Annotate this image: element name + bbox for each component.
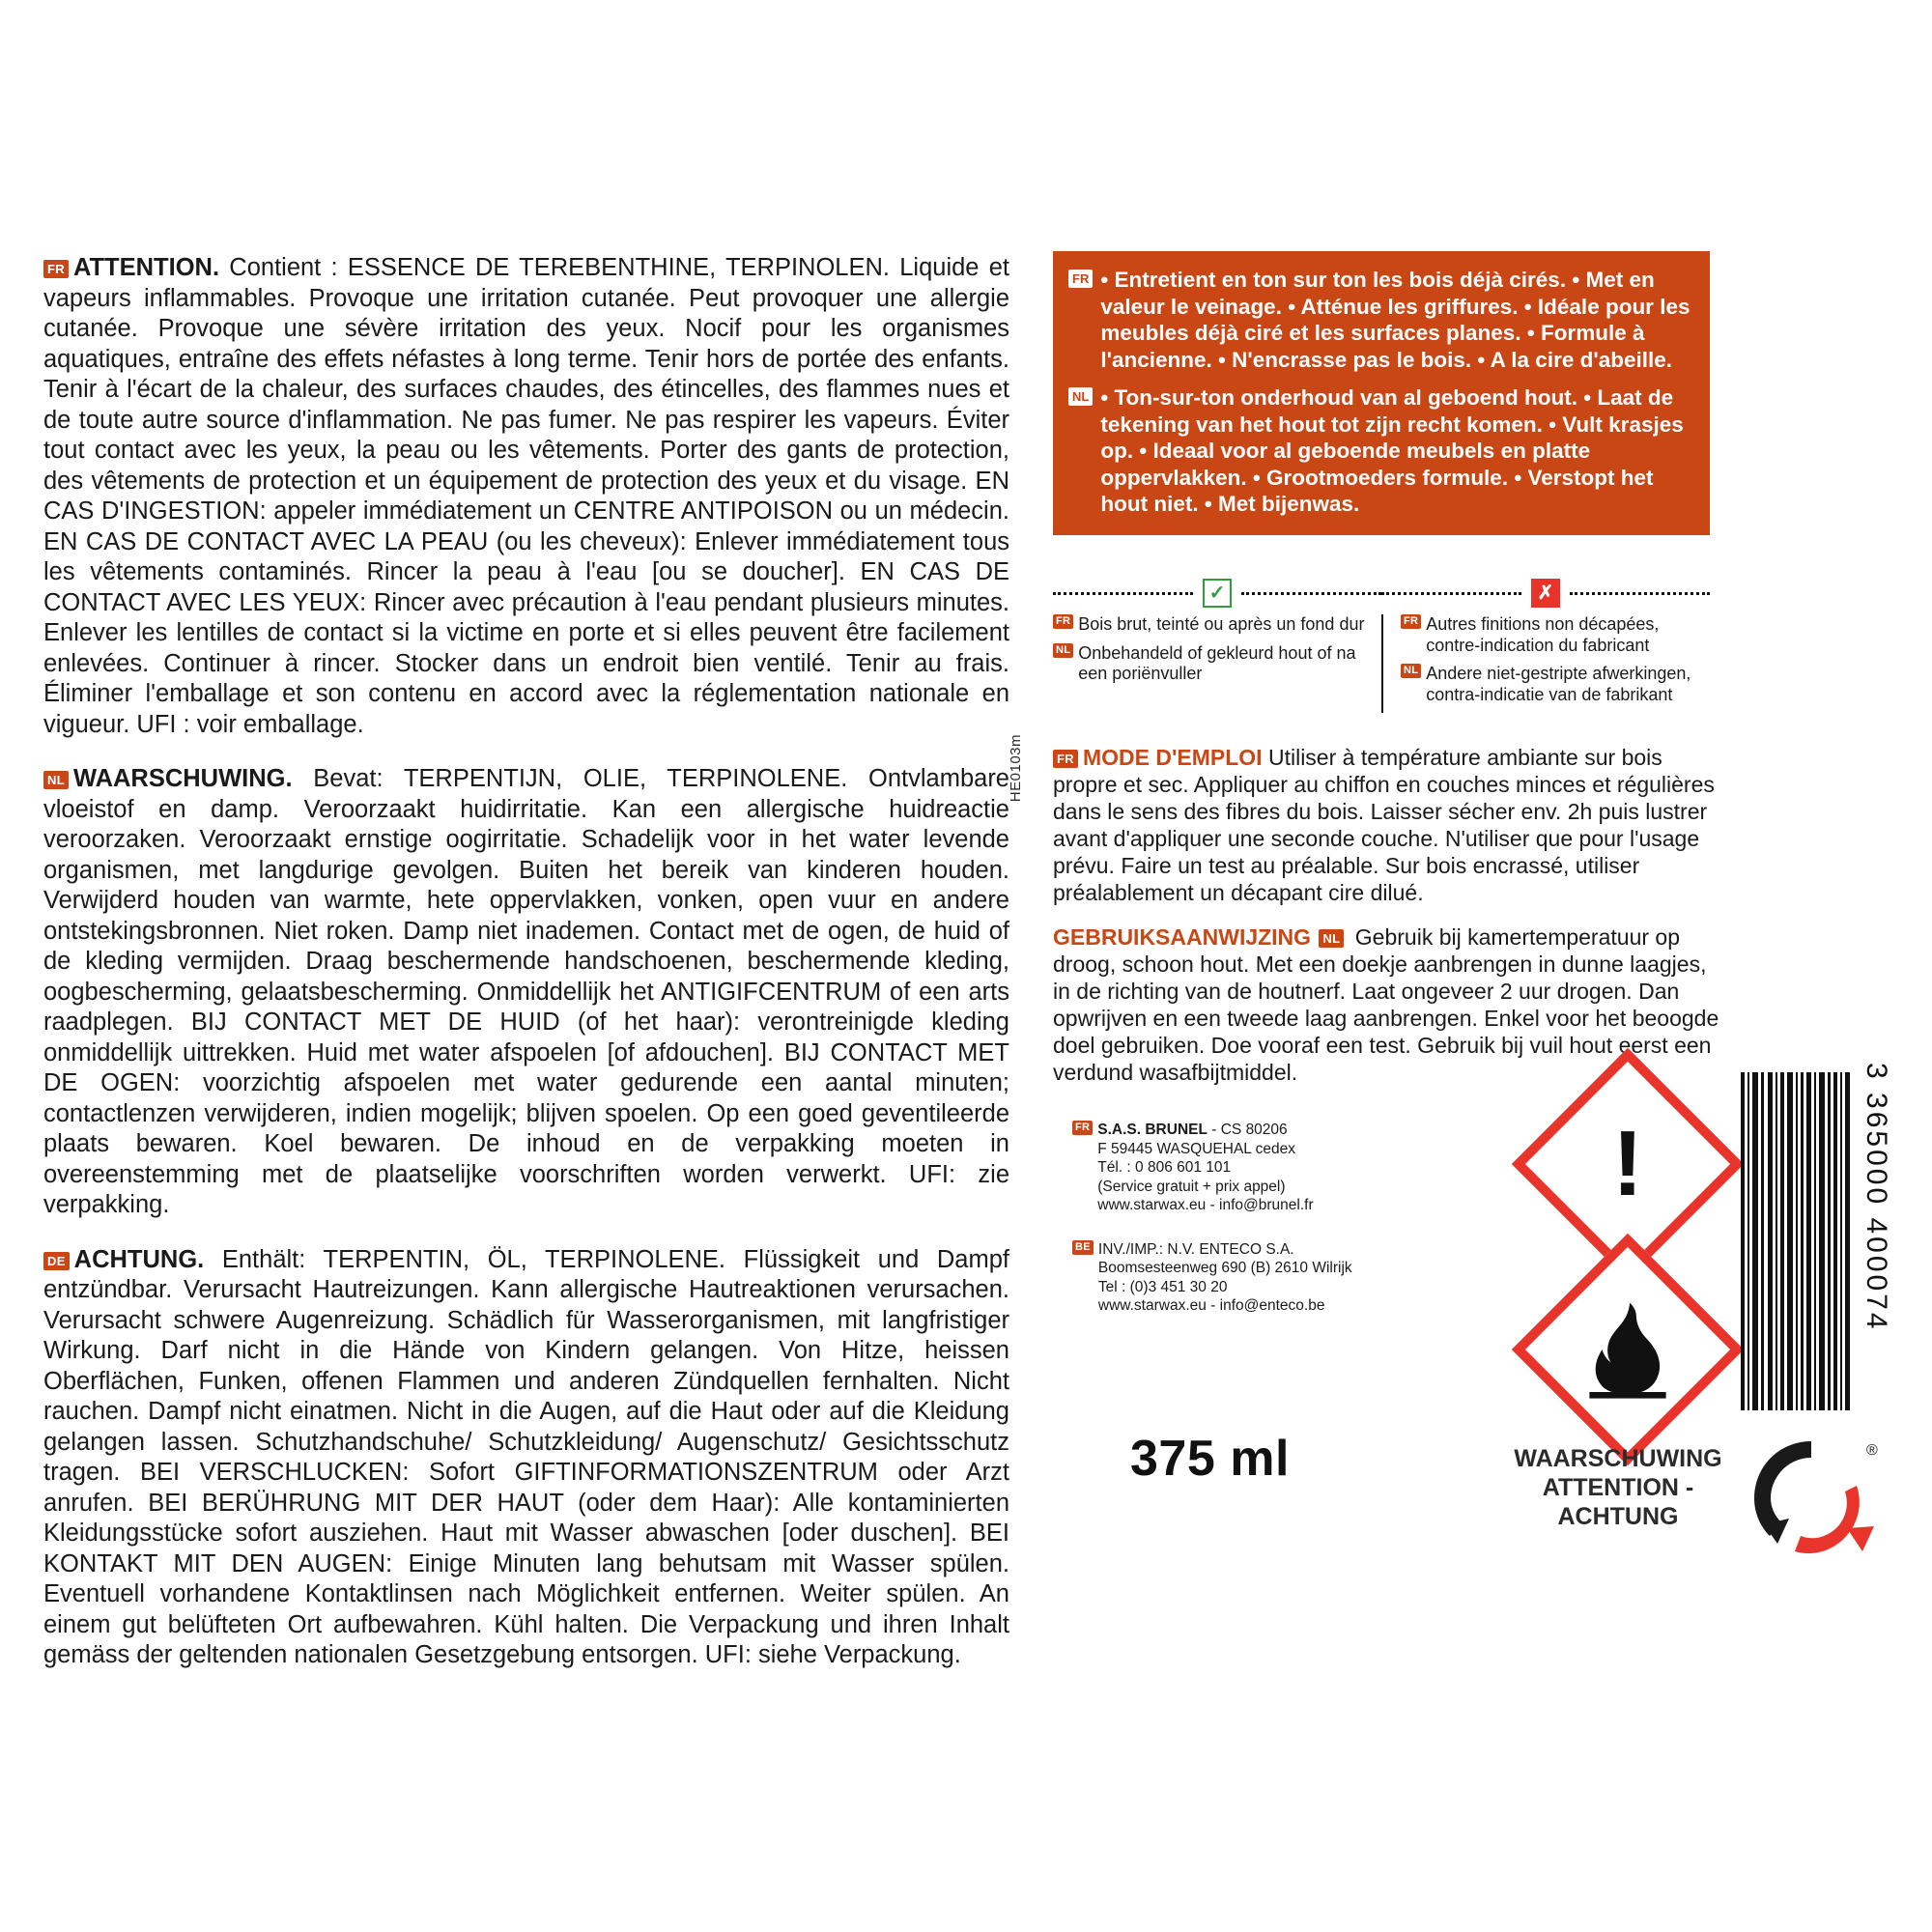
not-suitable-surfaces	[1381, 614, 1710, 713]
address-fr-line0: - CS 80206	[1207, 1122, 1288, 1138]
address-fr-line3: (Service gratuit + prix appel)	[1097, 1178, 1286, 1195]
address-be-line2: Tel : (0)3 451 30 20	[1097, 1278, 1228, 1295]
hazard-text-fr: Contient : ESSENCE DE TEREBENTHINE, TERPINOLEN. Liquide et vapeurs inflammables. Provoque une irritation cutanée. Peut provoquer une allergie cutanée. Provoque une sévère irritation des yeux. Nocif pour les organismes aquatiques, entraîne des effets néfastes à long terme. Tenir hors de portée des enfants. Tenir à l'écart de la chaleur, des surfaces chaudes, des étincelles, des flammes nues et de toute autre source d'inflammation. Ne pas fumer. Ne pas respirer les vapeurs. Éviter tout contact avec les yeux, la peau ou les vêtements. Porter des gants de protection, des vêtements de protection et un équipement de protection des yeux et du visage. EN CAS D'INGESTION: appeler immédiatement un CENTRE ANTIPOISON ou un médecin. EN CAS DE CONTACT AVEC LA PEAU (ou les cheveux): Enlever immédiatement tous les vêtements contaminés. Rincer la peau à l'eau [ou se doucher]. EN CAS DE CONTACT AVEC LES YEUX: Rincer avec précaution à l'eau pendant plusieurs minutes. Enlever les lentilles de contact si la victime en porte et si elles peuvent être facilement enlevées. Continuer à rincer. Stocker dans un endroit bien ventilé. Tenir au frais. Éliminer l'emballage et son contenu en accord avec la réglementation nationale en vigueur. UFI : voir emballage.	[43, 254, 1009, 738]
directions-text-nl: Gebruik bij kamertemperatuur op droog, schoon hout. Met een doekje aanbrengen in dunne laagjes, in de richting van de houtnerf. Laat ongeveer 2 uur drogen. Dan opwrijven en een tweede laag aanbrengen. Enkel voor het beoogde doel gebruiken. Doe vooraf een test. Gebruik bij vuil hout eerst een verdund wasafbijtmiddel.	[1053, 924, 1719, 1085]
address-fr-line1: F 59445 WASQUEHAL cedex	[1097, 1140, 1296, 1157]
language-badge-de: DE	[43, 1252, 70, 1270]
green-dot-icon	[1739, 1430, 1884, 1575]
address-fr-line4: www.starwax.eu - info@brunel.fr	[1097, 1197, 1314, 1213]
suitable-divider	[1053, 580, 1381, 607]
flammable-icon	[1512, 1234, 1744, 1465]
check-icon: ✓	[1203, 579, 1232, 608]
suitable-line-nl	[1053, 643, 1368, 685]
hazard-heading-de: ACHTUNG.	[73, 1245, 205, 1273]
benefits-box	[1053, 251, 1710, 535]
benefit-row-nl	[1068, 384, 1692, 518]
address-be-line3: www.starwax.eu - info@enteco.be	[1097, 1297, 1325, 1314]
dotted-rule-left2	[1241, 592, 1381, 595]
suitable-line-fr	[1053, 614, 1368, 636]
language-badge-fr-suitable: FR	[1053, 614, 1073, 629]
language-badge-fr: FR	[43, 260, 69, 278]
hazard-block-nl	[43, 764, 1009, 1221]
signal-word-fr-de: ATTENTION - ACHTUNG	[1542, 1474, 1694, 1530]
benefit-row-fr	[1068, 267, 1692, 373]
directions-section	[1053, 744, 1719, 1103]
hazard-block-de	[43, 1245, 1009, 1671]
benefits-panel	[1053, 251, 1690, 535]
language-badge-nl-suitable: NL	[1053, 643, 1073, 658]
internal-code: HE0103m	[1008, 734, 1024, 803]
directions-text-fr: Utiliser à température ambiante sur bois propre et sec. Appliquer au chiffon en couches minces et régulières dans le sens des fibres du bois. Laisser sécher env. 2h puis lustrer avant d'appliquer une seconde couche. N'utiliser que pour l'usage prévu. Faire un test au préalable. Sur bois encrassé, utiliser préalablement un décapant cire dilué.	[1053, 745, 1715, 905]
cross-icon: ✗	[1531, 579, 1560, 608]
language-badge-fr-notsuitable: FR	[1401, 614, 1421, 629]
signal-word-nl: WAARSCHUWING	[1514, 1445, 1722, 1472]
hazard-statements-column	[43, 253, 1009, 1695]
addresses-section	[1072, 1121, 1478, 1341]
hazard-text-de: Enthält: TERPENTIN, ÖL, TERPINOLENE. Flüssigkeit und Dampf entzündbar. Verursacht Hautreizungen. Kann allergische Hautreaktionen verursachen. Verursacht schwere Augenreizung. Schädlich für Wasserorganismen, mit langfristiger Wirkung. Darf nicht in die Hände von Kindern gelangen. Von Hitze, heissen Oberflächen, Funken, offenen Flammen und anderen Zündquellen fernhalten. Nicht rauchen. Dampf nicht einatmen. Nicht in die Augen, auf die Haut oder auf die Kleidung gelangen lassen. Schutzhandschuhe/ Schutzkleidung/ Augenschutz/ Gesichtsschutz tragen. BEI VERSCHLUCKEN: Sofort GIFTINFORMATIONSZENTRUM oder Arzt anrufen. BEI BERÜHRUNG MIT DER HAUT (oder dem Haar): Alle kontaminierten Kleidungsstücke sofort ausziehen. Haut mit Wasser abwaschen [oder duschen]. BEI KONTAKT MIT DEN AUGEN: Einige Minuten lang behutsam mit Wasser spülen. Eventuell vorhandene Kontaktlinsen nach Möglichkeit entfernen. Weiter spülen. An einem gut belüfteten Ort aufbewahren. Kühl halten. Die Verpackung und ihren Inhalt gemäss der geltenden nationalen Gesetzgebung entsorgen. UFI: siehe Verpackung.	[43, 1245, 1009, 1668]
company-name-be: INV./IMP.: N.V. ENTECO S.A.	[1097, 1240, 1294, 1258]
dotted-rule-left	[1053, 592, 1193, 595]
hazard-heading-fr: ATTENTION.	[72, 254, 220, 281]
language-badge-nl-directions: NL	[1319, 929, 1344, 948]
usability-table	[1053, 580, 1710, 713]
language-badge-fr-benefit: FR	[1068, 270, 1093, 288]
directions-title-fr: MODE D'EMPLOI	[1082, 745, 1263, 770]
address-body-fr	[1097, 1121, 1313, 1215]
signal-word-caption	[1507, 1444, 1729, 1531]
barcode-number: 3 365000 400074	[1861, 1063, 1892, 1332]
not-suitable-text-fr: Autres finitions non décapées, contre-indication du fabricant	[1426, 614, 1660, 655]
flame-svg	[1575, 1296, 1681, 1403]
language-badge-nl-notsuitable: NL	[1401, 664, 1421, 678]
net-volume: 375 ml	[1130, 1431, 1290, 1487]
address-fr	[1072, 1121, 1478, 1215]
directions-fr	[1053, 744, 1719, 906]
not-suitable-line-nl	[1401, 664, 1696, 705]
hazard-text-nl: Bevat: TERPENTIJN, OLIE, TERPINOLENE. Ontvlambare vloeistof en damp. Veroorzaakt huidirritatie. Kan een allergische huidreactie veroorzaken. Veroorzaakt ernstige oogirritatie. Schadelijk voor in het water levende organismen, met langdurige gevolgen. Buiten het bereik van kinderen houden. Verwijderd houden van warmte, hete oppervlakken, vonken, open vuur en andere ontstekingsbronnen. Niet roken. Damp niet inademen. Contact met de ogen, de huid of de kleding vermijden. Draag beschermende handschoenen, beschermende kleding, oogbescherming, gelaatsbescherming. Onmiddellijk het ANTIGIFCENTRUM of een arts raadplegen. BIJ CONTACT MET DE HUID (of het haar): verontreinigde kleding onmiddellijk uittrekken. Huid met water afspoelen [of afdouchen]. BIJ CONTACT MET DE OGEN: voorzichtig afspoelen met water gedurende een aantal minuten; contactlenzen verwijderen, indien mogelijk; blijven spoelen. Op een goed geventileerde plaats bewaren. Koel bewaren. De inhoud en de verpakking moeten in overeenstemming met de plaatselijke voorschriften worden verwerkt. UFI: zie verpakking.	[43, 765, 1009, 1218]
language-badge-be-address: BE	[1072, 1240, 1094, 1255]
ghs-pictograms	[1546, 1082, 1710, 1453]
barcode-icon	[1739, 1072, 1853, 1410]
hazard-heading-nl: WAARSCHUWING.	[72, 765, 293, 792]
exclamation-glyph: !	[1612, 1112, 1643, 1215]
not-suitable-line-fr	[1401, 614, 1696, 656]
address-be-line1: Boomsesteenweg 690 (B) 2610 Wilrijk	[1097, 1260, 1352, 1276]
address-be	[1072, 1240, 1478, 1316]
suitable-surfaces	[1053, 614, 1381, 713]
benefit-text-fr: • Entretient en ton sur ton les bois déjà cirés. • Met en valeur le veinage. • Atténue les griffures. • Idéale pour les meubles déjà ciré et les surfaces planes. • Formule à l'ancienne. • N'encrasse pas le bois. • A la cire d'abeille.	[1100, 268, 1690, 372]
language-badge-fr-directions: FR	[1053, 750, 1078, 768]
benefit-text-nl: • Ton-sur-ton onderhoud van al geboend hout. • Laat de tekening van het hout tot zijn recht komen. • Vult krasjes op. • Ideaal voor al geboende meubels en platte oppervlakken. • Grootmoeders formule. • Verstopt het hout niet. • Met bijenwas.	[1100, 385, 1684, 516]
suitable-text-nl: Onbehandeld of gekleurd hout of na een poriënvuller	[1078, 642, 1356, 683]
language-badge-nl: NL	[43, 771, 69, 789]
not-suitable-divider	[1381, 580, 1710, 607]
hazard-block-fr	[43, 253, 1009, 740]
address-fr-line2: Tél. : 0 806 601 101	[1097, 1159, 1232, 1176]
dotted-rule-right	[1381, 592, 1521, 595]
directions-title-nl: GEBRUIKSAANWIJZING	[1053, 924, 1312, 950]
not-suitable-text-nl: Andere niet-gestripte afwerkingen, contra-indicatie van de fabrikant	[1426, 664, 1691, 704]
company-name-fr: S.A.S. BRUNEL	[1097, 1122, 1208, 1138]
language-badge-fr-address: FR	[1072, 1121, 1093, 1135]
address-body-be	[1098, 1240, 1352, 1316]
dotted-rule-right2	[1570, 592, 1710, 595]
svg-text:®: ®	[1866, 1442, 1878, 1459]
suitable-text-fr: Bois brut, teinté ou après un fond dur	[1078, 614, 1365, 634]
language-badge-nl-benefit: NL	[1068, 387, 1093, 406]
